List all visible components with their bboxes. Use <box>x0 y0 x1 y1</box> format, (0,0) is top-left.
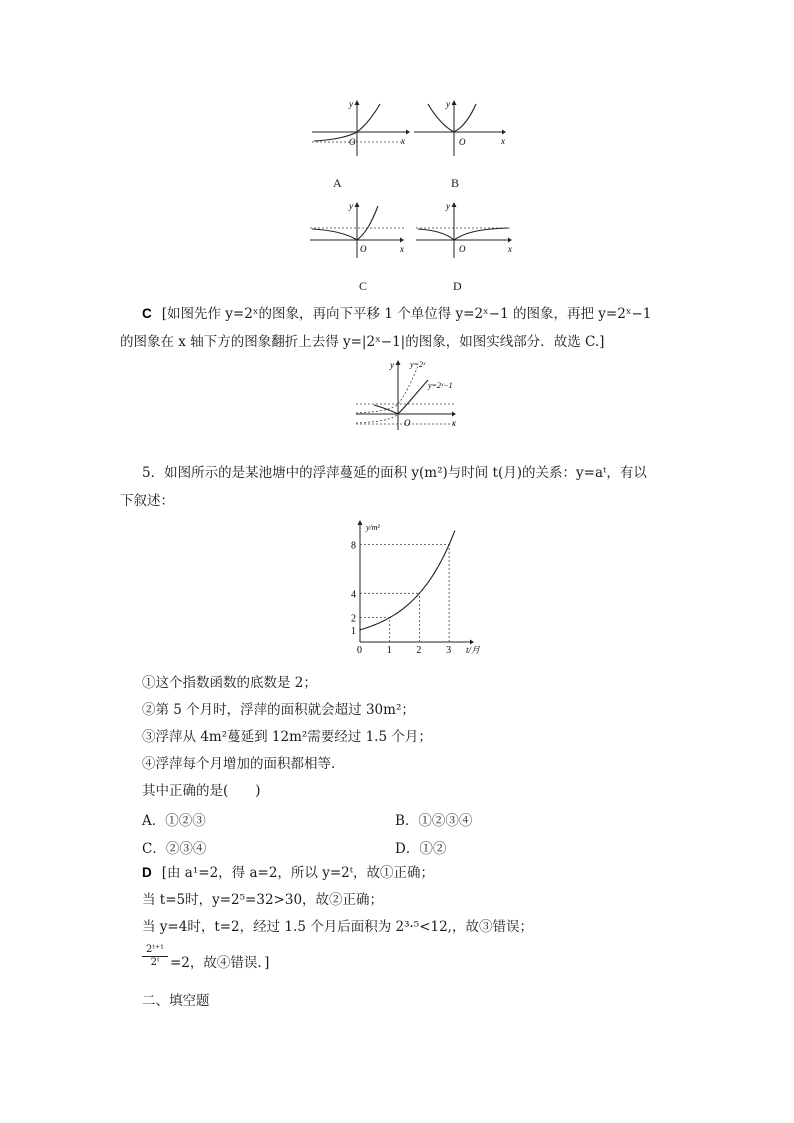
y-tick-label: 2 <box>351 613 356 625</box>
graph-a <box>310 98 410 158</box>
fraction-denominator: 2ᵗ <box>150 957 160 968</box>
y-tick-label: 8 <box>351 540 356 552</box>
graph-b-y-label: y <box>446 99 450 109</box>
graph-c <box>308 200 412 260</box>
q5-line2: 下叙述： <box>120 493 174 509</box>
data-point <box>419 593 420 594</box>
question-prompt: 其中正确的是( ) <box>142 783 261 799</box>
x-axis-arrow <box>470 640 474 645</box>
solution-q5-fraction <box>142 944 168 968</box>
statement-3: ③浮萍从 4m²蔓延到 12m²需要经过 1.5 个月； <box>142 729 432 745</box>
series-line <box>360 530 455 629</box>
solution-q5-line2: 当 t=5时，y=2⁵=32>30，故②正确； <box>142 892 384 908</box>
graph-d-origin: O <box>459 244 466 254</box>
statement-2: ②第 5 个月时，浮萍的面积就会超过 30m²； <box>142 702 415 718</box>
graph-b-origin: O <box>459 137 466 147</box>
data-point <box>448 544 449 545</box>
solution-graph <box>352 356 464 432</box>
data-point <box>389 617 390 618</box>
graph-d-y-label: y <box>446 201 450 211</box>
graph-a-x-label: x <box>401 136 405 146</box>
option-b[interactable]: B．①②③④ <box>395 813 473 829</box>
section-heading: 二、填空题 <box>142 993 210 1009</box>
solution-graph-x-label: x <box>452 418 456 428</box>
y-axis-label: y/m² <box>366 523 380 532</box>
solution-q4-answer: C <box>142 306 152 321</box>
graph-c-x-label: x <box>400 244 404 254</box>
solution-q4-line1: C [如图先作 y=2ˣ的图象，再向下平移 1 个单位得 y=2ˣ−1 的图象，再把 y=2ˣ−1 <box>142 306 652 322</box>
option-c[interactable]: C．②③④ <box>142 841 207 857</box>
solution-graph-label1: y=2ˣ <box>410 360 426 369</box>
data-point <box>359 629 360 630</box>
graph-b-x-label: x <box>501 136 505 146</box>
graph-c-origin: O <box>360 244 367 254</box>
graph-d-x-label: x <box>508 244 512 254</box>
fraction-numerator: 2ᵗ⁺¹ <box>142 944 168 957</box>
y-tick-label: 1 <box>351 625 356 637</box>
q5-growth-chart <box>332 518 482 666</box>
solution-q5-line4: =2，故④错误．] <box>170 955 270 971</box>
graph-d <box>412 200 518 260</box>
solution-graph-origin: O <box>404 418 411 428</box>
q5-line1: 5．如图所示的是某池塘中的浮萍蔓延的面积 y(m²)与时间 t(月)的关系：y=aᵗ，有以 <box>142 465 647 481</box>
solution-q5-line3: 当 y=4时，t=2，经过 1.5 个月后面积为 2³·⁵<12,，故③错误； <box>142 919 533 935</box>
x-tick-label: 2 <box>416 645 422 656</box>
graph-c-caption: C <box>359 279 368 293</box>
graph-c-y-label: y <box>349 201 353 211</box>
graph-d-caption: D <box>453 279 462 293</box>
x-tick-label: 1 <box>386 645 392 656</box>
x-tick-label: 3 <box>446 645 452 656</box>
solution-q5-answer: D <box>142 865 152 880</box>
x-axis-label: t/月 <box>466 645 481 655</box>
option-d[interactable]: D．①② <box>395 841 447 857</box>
graph-a-y-label: y <box>349 99 353 109</box>
solution-q5-line1: D [由 a¹=2，得 a=2，所以 y=2ᵗ，故①正确； <box>142 865 435 881</box>
graph-a-origin: O <box>349 137 356 147</box>
y-axis-arrow <box>358 520 363 525</box>
graph-b <box>412 98 512 158</box>
solution-graph-y-label: y <box>390 360 394 370</box>
y-tick-label: 4 <box>351 589 356 601</box>
solution-q4-line2: 的图象在 x 轴下方的图象翻折上去得 y=|2ˣ−1|的图象，如图实线部分．故选 C.] <box>120 334 605 350</box>
graph-b-caption: B <box>451 176 460 190</box>
option-a[interactable]: A．①②③ <box>142 813 206 829</box>
statement-4: ④浮萍每个月增加的面积都相等. <box>142 756 336 772</box>
x-tick-label: 0 <box>357 645 362 656</box>
solution-graph-label2: y=2ˣ−1 <box>428 381 453 390</box>
graph-a-caption: A <box>333 176 342 190</box>
statement-1: ①这个指数函数的底数是 2； <box>142 675 317 691</box>
